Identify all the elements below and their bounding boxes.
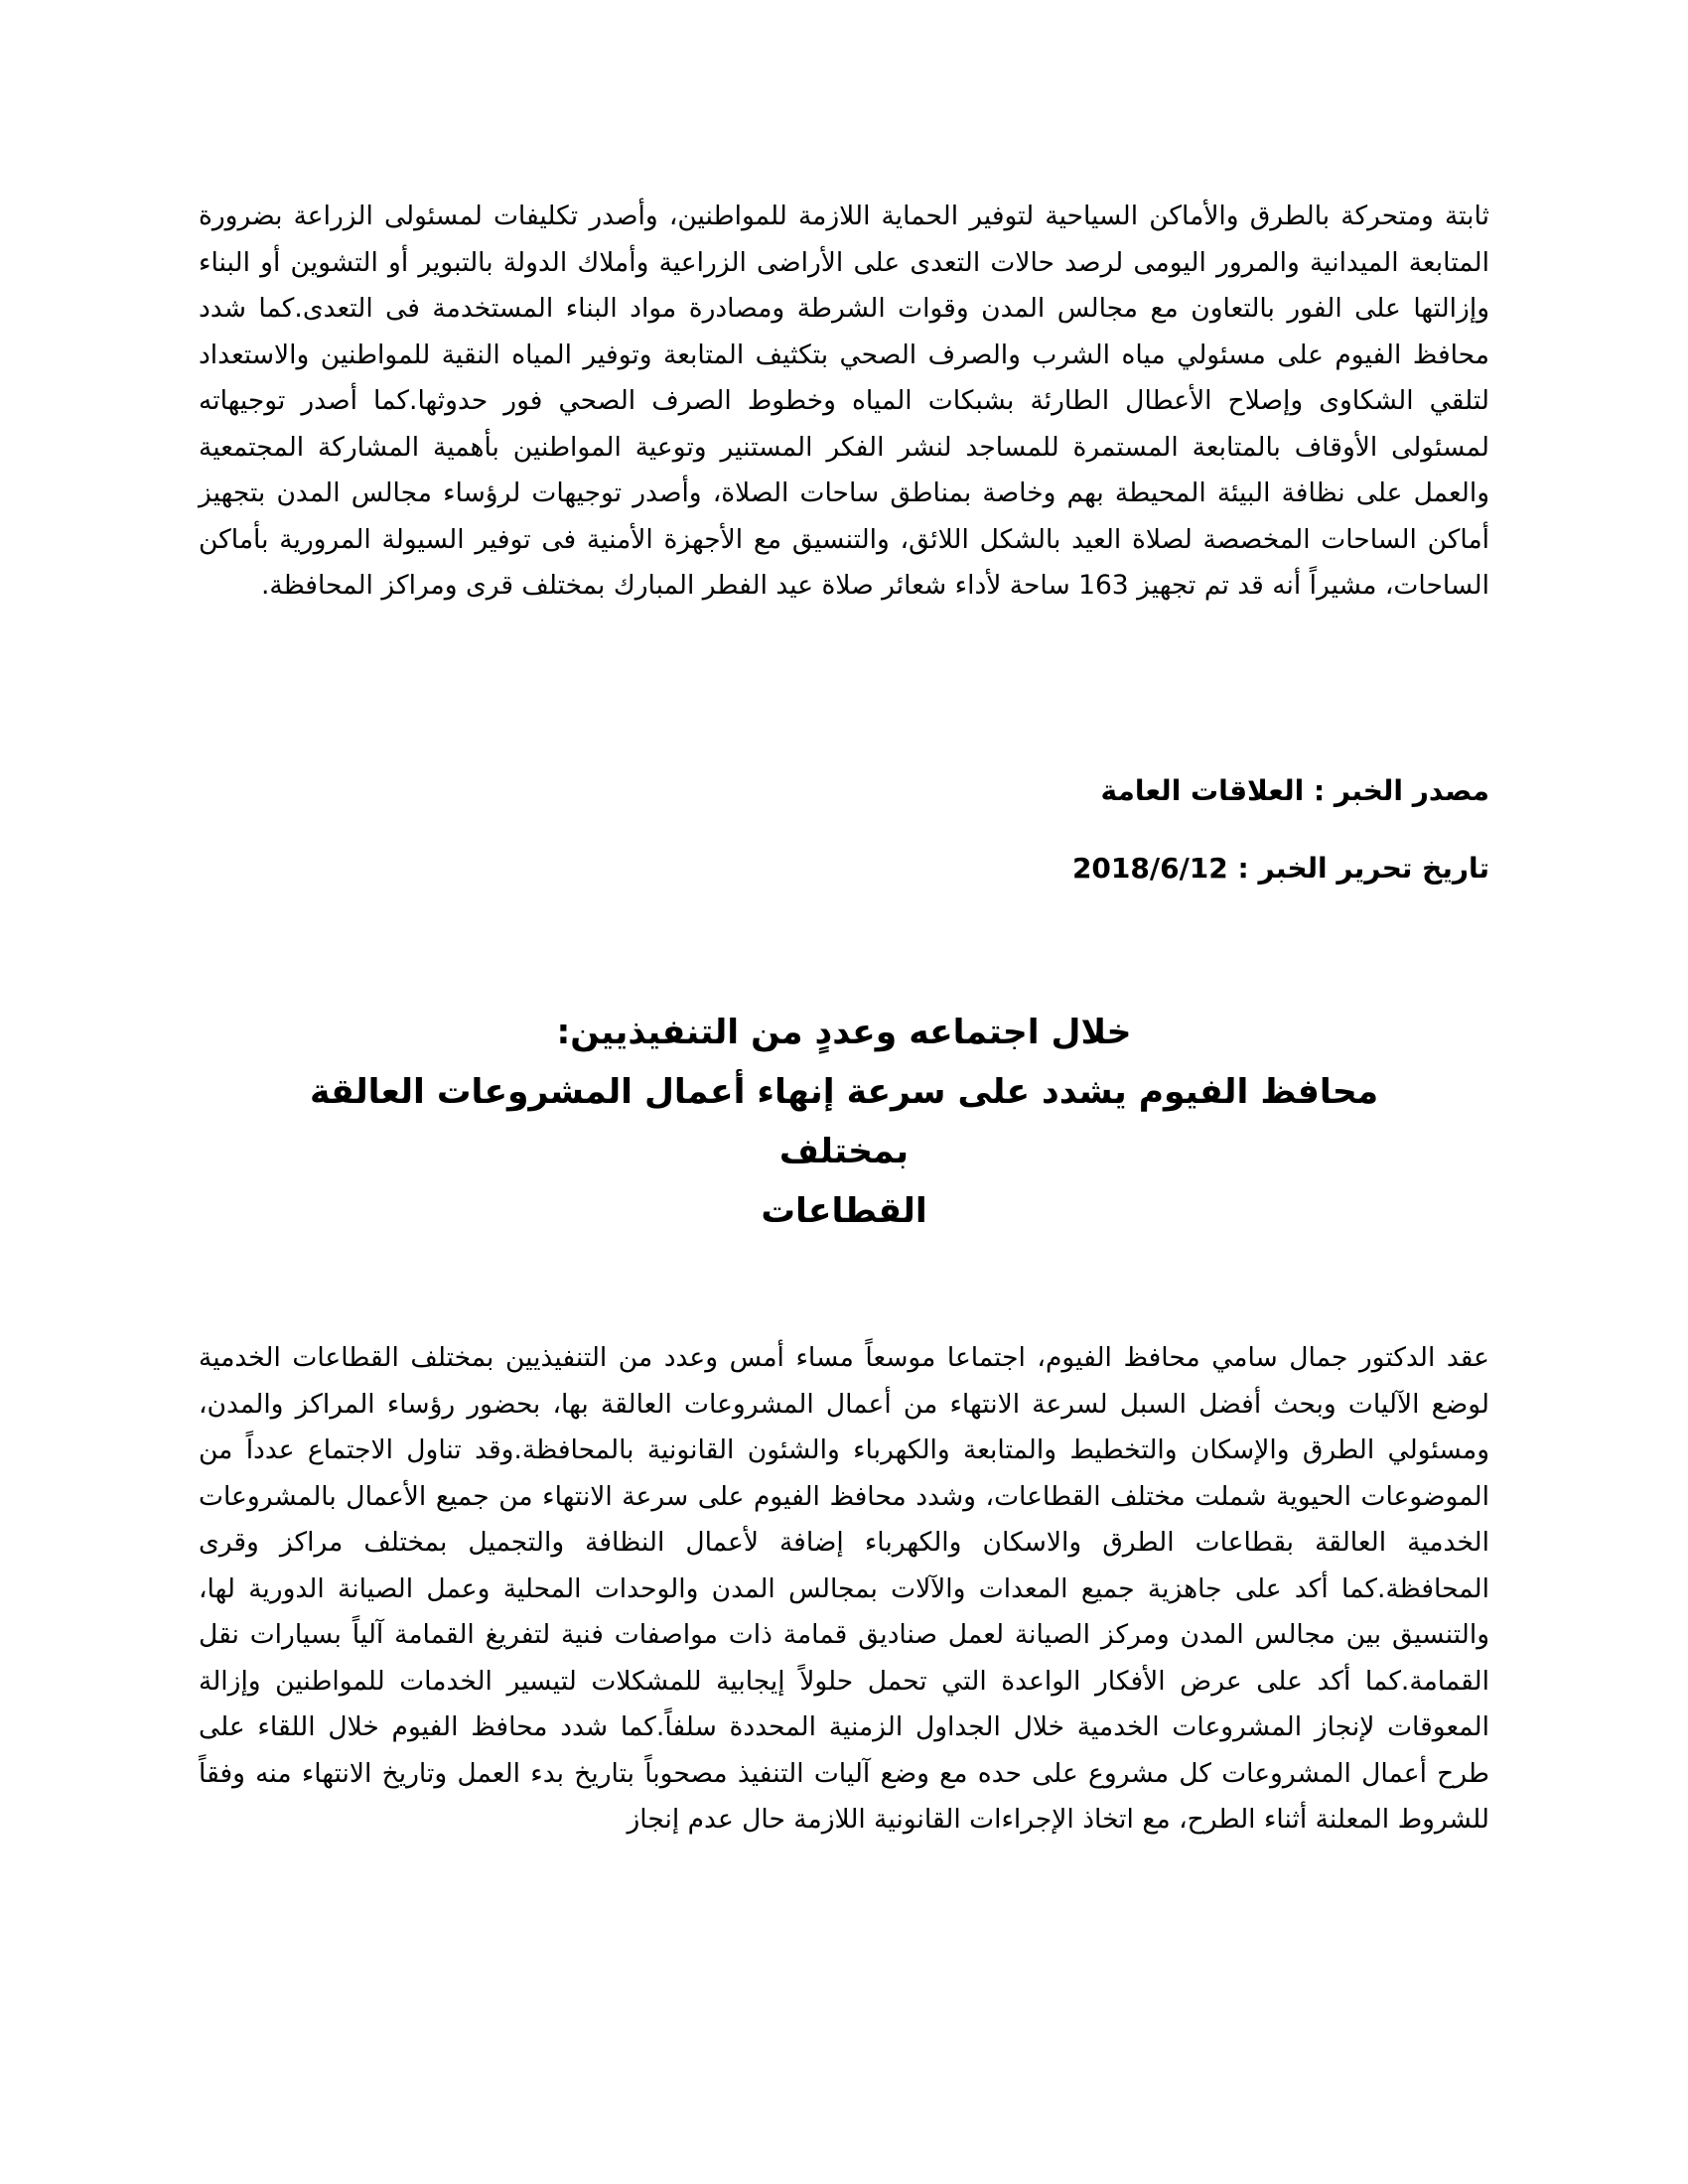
body-paragraph-top: ثابتة ومتحركة بالطرق والأماكن السياحية لتوفير الحماية اللازمة للمواطنين، وأصدر تكليفات لمسئولى الزراعة بضرورة المتابعة الميدانية والمرور اليومى لرصد حالات التعدى على الأراضى الزراعية وأملاك الدولة بالتبوير أو التشوين أو البناء وإزالتها على الفور بالتعاون مع مجالس المدن وقوات الشرطة ومصادرة مواد البناء المستخدمة فى التعدى.كما شدد محافظ الفيوم على مسئولي مياه الشرب والصرف الصحي بتكثيف المتابعة وتوفير المياه النقية للمواطنين والاستعداد لتلقي الشكاوى وإصلاح الأعطال الطارئة بشبكات المياه وخطوط الصرف الصحي فور حدوثها.كما أصدر توجيهاته لمسئولى الأوقاف بالمتابعة المستمرة للمساجد لنشر الفكر المستنير وتوعية المواطنين بأهمية المشاركة المجتمعية والعمل على نظافة البيئة المحيطة بهم وخاصة بمناطق ساحات الصلاة، وأصدر توجيهات لرؤساء مجالس المدن بتجهيز أماكن الساحات المخصصة لصلاة العيد بالشكل اللائق، والتنسيق مع الأجهزة الأمنية فى توفير السيولة المرورية بأماكن الساحات، مشيراً أنه قد تم تجهيز 163 ساحة لأداء شعائر صلاة عيد الفطر المبارك بمختلف قرى ومراكز المحافظة.	[199, 201, 1489, 601]
news-source-line: مصدر الخبر : العلاقات العامة	[1100, 774, 1489, 807]
headline-line-1: خلال اجتماعه وعددٍ من التنفيذيين:	[556, 1013, 1132, 1052]
news-date-line: تاريخ تحرير الخبر : 2018/6/12	[1071, 852, 1489, 885]
headline-line-2: محافظ الفيوم يشدد على سرعة إنهاء أعمال المشروعات العالقة بمختلف	[309, 1072, 1379, 1171]
body-paragraph-bottom: عقد الدكتور جمال سامي محافظ الفيوم، اجتماعا موسعاً مساء أمس وعدد من التنفيذيين بمختلف القطاعات الخدمية لوضع الآليات وبحث أفضل السبل لسرعة الانتهاء من أعمال المشروعات العالقة بها، بحضور رؤساء المراكز والمدن، ومسئولي الطرق والإسكان والتخطيط والمتابعة والكهرباء والشئون القانونية بالمحافظة.وقد تناول الاجتماع عدداً من الموضوعات الحيوية شملت مختلف القطاعات، وشدد محافظ الفيوم على سرعة الانتهاء من جميع الأعمال بالمشروعات الخدمية العالقة بقطاعات الطرق والاسكان والكهرباء إضافة لأعمال النظافة والتجميل بمختلف مراكز وقرى المحافظة.كما أكد على جاهزية جميع المعدات والآلات بمجالس المدن والوحدات المحلية وعمل الصيانة الدورية لها، والتنسيق بين مجالس المدن ومركز الصيانة لعمل صناديق قمامة ذات مواصفات فنية لتفريغ القمامة آلياً بسيارات نقل القمامة.كما أكد على عرض الأفكار الواعدة التي تحمل حلولاً إيجابية للمشكلات لتيسير الخدمات للمواطنين وإزالة المعوقات لإنجاز المشروعات الخدمية خلال الجداول الزمنية المحددة سلفاً.كما شدد محافظ الفيوم خلال اللقاء على طرح أعمال المشروعات كل مشروع على حده مع وضع آليات التنفيذ مصحوباً بتاريخ بدء العمل وتاريخ الانتهاء منه وفقاً للشروط المعلنة أثناء الطرح، مع اتخاذ الإجراءات القانونية اللازمة حال عدم إنجاز	[199, 1342, 1489, 1835]
article-headline	[248, 1003, 1440, 1241]
headline-line-3: القطاعات	[761, 1191, 927, 1231]
